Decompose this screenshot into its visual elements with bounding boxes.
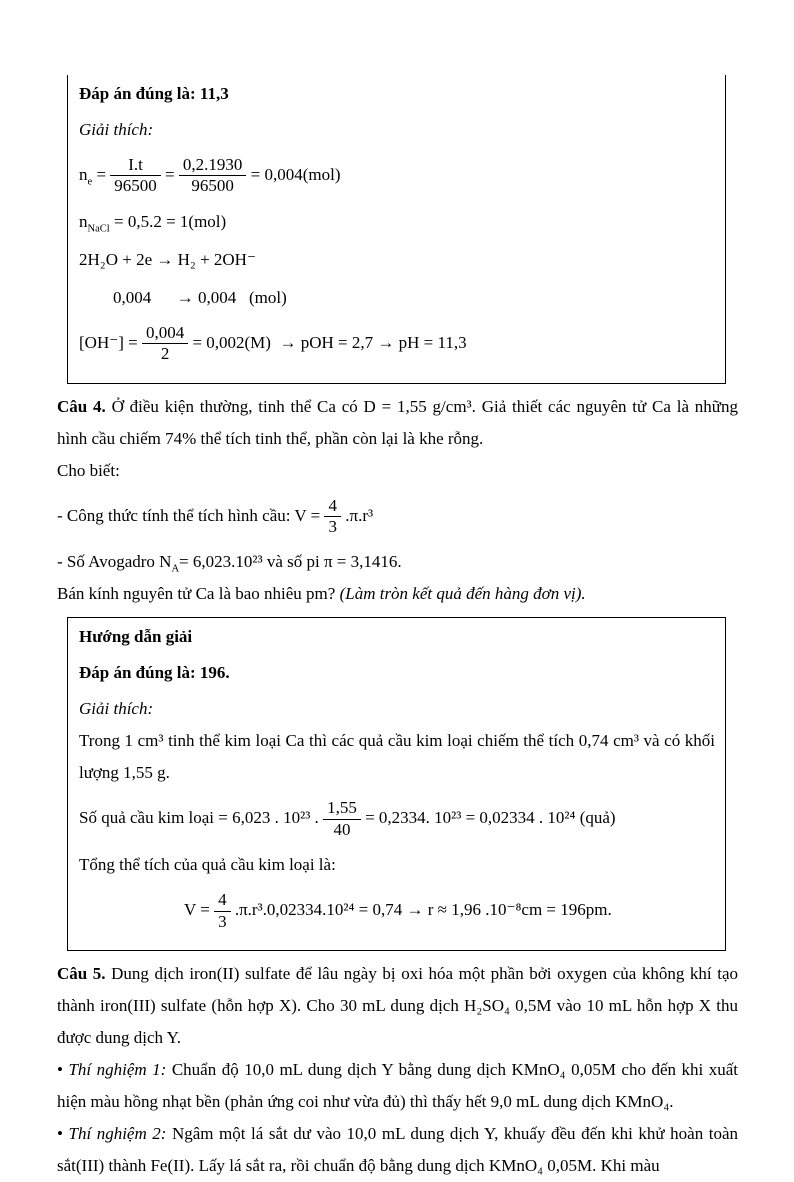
question-4-label: Câu 4. — [57, 396, 106, 416]
subscript-e: e — [87, 176, 93, 188]
eq-symbol: $n_{NaCl}$ — [79, 211, 110, 235]
question-4-cho-biet: Cho biết: — [57, 460, 120, 480]
avogadro-line: - Số Avogadro $N_A= 6,023.10^{23}$ và số pi π = 3,1416. — [57, 552, 402, 575]
bullet-icon: • — [57, 1059, 69, 1079]
question-4-intro: Câu 4. Ở điều kiện thường, tinh thể Ca có D = 1,55 g/cm³. Giả thiết các nguyên tử Ca là những hình cầu chiếm 74% thể tích tinh thể, phần còn lại là khe rỗng. — [57, 396, 738, 448]
answer-line: Đáp án đúng là: 196. — [79, 663, 230, 683]
question-5-label: Câu 5. — [57, 963, 106, 983]
question-4 — [57, 391, 738, 611]
fraction: $\frac{0,2.1930}{96500}$ — [179, 155, 247, 197]
experiment-1: • Thí nghiệm 1: Chuẩn độ 10,0 mL dung dịch Y bằng dung dịch KMnO₄ 0,05M cho đến khi xuất hiện màu hồng nhạt bền (phản ứng coi như vừa đủ) thì thấy hết 9,0 mL dung dịch KMnO₄. — [57, 1059, 738, 1111]
question-5 — [57, 958, 738, 1182]
experiment-2: • Thí nghiệm 2: Ngâm một lá sắt dư vào 10,0 mL dung dịch Y, khuấy đều đến khi khử hoàn toàn sắt(III) thành Fe(II). Lấy lá sắt ra, rồi chuẩn độ bằng dung dịch KMnO₄ 0,05M. Khi màu — [57, 1123, 738, 1175]
equation-nacl-moles: $n_{NaCl} = 0,5.2 = 1(mol)$ — [79, 211, 227, 235]
answer-line: Đáp án đúng là: 11,3 — [79, 84, 229, 103]
experiment-2-label: Thí nghiệm 2: — [68, 1123, 167, 1143]
fraction: $\frac{4}{3}$ — [324, 496, 341, 538]
equation-oh-concentration: [OH⁻] = $\frac{0,004}{2}$ = 0,002(M) → pOH = 2,7 → pH = 11,3 — [79, 322, 467, 364]
question-4-ask: Bán kính nguyên tử Ca là bao nhiêu pm? (Làm tròn kết quả đến hàng đơn vị). — [57, 584, 586, 604]
sphere-volume-formula: - Công thức tính thể tích hình cầu: V = $\frac{4}{3}$ .π.r³ — [57, 495, 374, 536]
explain-label: Giải thích: — [79, 120, 154, 139]
equation-electron-moles: $n_e$ = $\frac{I.t}{96500}$ = $\frac{0,2.1930}{96500}$ = 0,004(mol) — [79, 155, 341, 196]
fraction: $\frac{1,55}{40}$ — [323, 798, 361, 840]
solution-box-q4 — [67, 617, 726, 951]
solution-title: Hướng dẫn giải — [79, 627, 193, 647]
equation-mol-ratio: 0,004 → 0,004 (mol) — [113, 287, 287, 307]
fraction: $\frac{4}{3}$ — [214, 890, 231, 932]
bullet-icon: • — [57, 1123, 69, 1143]
subscript-a: A — [171, 563, 180, 575]
equation-sphere-count: Số quả cầu kim loại = 6,023 . 10²³ . $\frac{1,55}{40}$ = 0,2334. 10²³ = 0,02334 . 10²⁴ (quả) — [79, 798, 616, 839]
explain-label: Giải thích: — [79, 699, 154, 719]
experiment-1-label: Thí nghiệm 1: — [68, 1059, 167, 1079]
fraction: $\frac{I.t}{96500}$ — [110, 155, 161, 197]
eq-symbol: $n_e$ — [79, 164, 93, 188]
rounding-note: (Làm tròn kết quả đến hàng đơn vị). — [339, 584, 586, 604]
solution-paragraph: Trong 1 cm³ tinh thể kim loại Ca thì các quả cầu kim loại chiếm thể tích 0,74 cm³ và có khối lượng 1,55 g. — [79, 731, 715, 783]
question-5-intro: Câu 5. Dung dịch iron(II) sulfate để lâu ngày bị oxi hóa một phần bởi oxygen của không khí tạo thành iron(III) sulfate (hỗn hợp X). Cho 30 mL dung dịch H₂SO₄ 0,5M vào 10 mL hỗn hợp X thu được dung dịch Y. — [57, 963, 738, 1047]
fraction: $\frac{0,004}{2}$ — [142, 323, 188, 365]
total-volume-label: Tổng thể tích của quả cầu kim loại là: — [79, 855, 336, 875]
page-content — [57, 75, 738, 1182]
equation-radius: V = $\frac{4}{3}$ .π.r³.0,02334.10²⁴ = 0,74 → r ≈ 1,96 .10⁻⁸cm = 196pm. — [184, 890, 612, 931]
subscript-nacl: NaCl — [87, 223, 110, 235]
equation-electrolysis: 2H₂O + 2e → H₂ + 2OH⁻ — [79, 249, 256, 269]
solution-box-q3 — [67, 75, 726, 384]
